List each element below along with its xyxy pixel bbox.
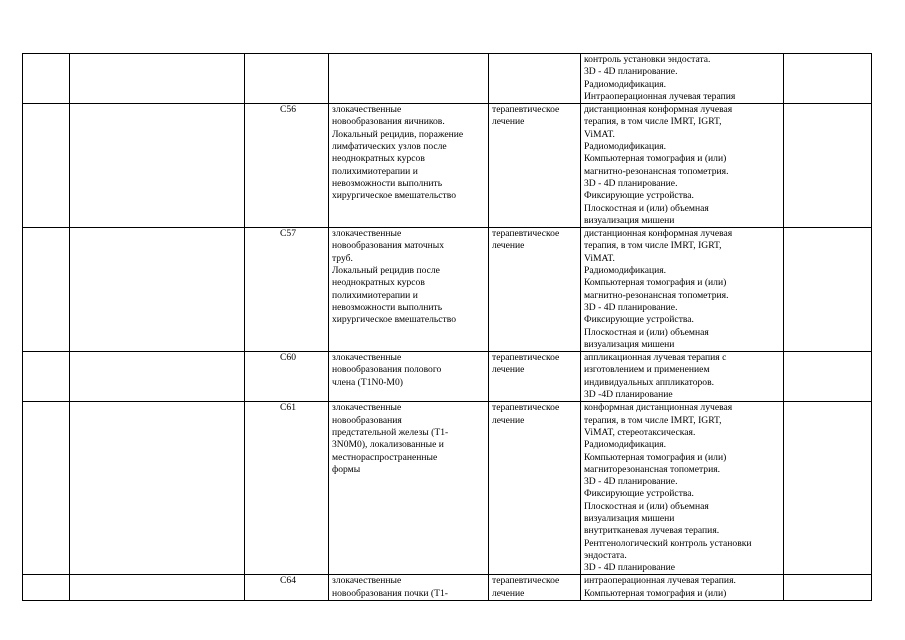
norm-cell: [784, 54, 872, 104]
norm-cell: [784, 352, 872, 402]
diagnosis-cell: злокачественные новообразования яичников. Локальный рецидив, поражение лимфатических узлов после неоднократных курсов полихимиотерапии и невозможности выполнить хирургическое вмешательство: [329, 104, 489, 228]
diagnosis-cell: злокачественные новообразования полового члена (T1N0-M0): [329, 352, 489, 402]
icd-code-cell: [245, 54, 329, 104]
table-row: [23, 104, 872, 228]
treatment-method-cell: дистанционная конформная лучевая терапия, в том числе IMRT, IGRT, ViMAT. Радиомодификация. Компьютерная томография и (или) магнитно-резонансная топометрия. 3D - 4D планирование. Фиксирующие устройства. Плоскостная и (или) объемная визуализация мишени: [581, 104, 784, 228]
treatment-type-cell: терапевтическое лечение: [489, 575, 581, 601]
profile-cell: [70, 402, 245, 575]
treatment-method-cell: дистанционная конформная лучевая терапия, в том числе IMRT, IGRT, ViMAT. Радиомодификация. Компьютерная томография и (или) магнитно-резонансная топометрия. 3D - 4D планирование. Фиксирующие устройства. Плоскостная и (или) объемная визуализация мишени: [581, 228, 784, 352]
row-number-cell: [23, 54, 70, 104]
profile-cell: [70, 575, 245, 601]
table-row: [23, 54, 872, 104]
icd-code-cell: C56: [245, 104, 329, 228]
table-row: [23, 575, 872, 601]
diagnosis-cell: злокачественные новообразования маточных труб. Локальный рецидив после неоднократных курсов полихимиотерапии и невозможности выполнить хирургическое вмешательство: [329, 228, 489, 352]
norm-cell: [784, 104, 872, 228]
row-number-cell: [23, 104, 70, 228]
norm-cell: [784, 228, 872, 352]
treatment-method-cell: конформная дистанционная лучевая терапия, в том числе IMRT, IGRT, ViMAT, стереотаксическая. Радиомодификация. Компьютерная томография и (или) магниторезонансная топометрия. 3D - 4D планирование. Фиксирующие устройства. Плоскостная и (или) объемная визуализация мишени внутритканевая лучевая терапия. Рентгенологический контроль установки эндостата. 3D - 4D планирование: [581, 402, 784, 575]
norm-cell: [784, 575, 872, 601]
icd-code-cell: C61: [245, 402, 329, 575]
profile-cell: [70, 104, 245, 228]
diagnosis-cell: злокачественные новообразования предстательной железы (T1- 3N0M0), локализованные и местнораспространенные формы: [329, 402, 489, 575]
icd-code-cell: C60: [245, 352, 329, 402]
treatment-method-cell: аппликационная лучевая терапия с изготовлением и применением индивидуальных аппликаторов. 3D -4D планирование: [581, 352, 784, 402]
profile-cell: [70, 228, 245, 352]
profile-cell: [70, 54, 245, 104]
diagnosis-cell: злокачественные новообразования почки (T1-: [329, 575, 489, 601]
treatment-method-cell: интраоперационная лучевая терапия. Компьютерная томография и (или): [581, 575, 784, 601]
row-number-cell: [23, 352, 70, 402]
treatment-type-cell: терапевтическое лечение: [489, 402, 581, 575]
treatment-type-cell: терапевтическое лечение: [489, 352, 581, 402]
icd-code-cell: C64: [245, 575, 329, 601]
table-row: [23, 402, 872, 575]
table-row: [23, 228, 872, 352]
treatment-type-cell: [489, 54, 581, 104]
row-number-cell: [23, 575, 70, 601]
treatment-method-cell: контроль установки эндостата. 3D - 4D планирование. Радиомодификация. Интраоперационная лучевая терапия: [581, 54, 784, 104]
treatment-type-cell: терапевтическое лечение: [489, 228, 581, 352]
icd-code-cell: C57: [245, 228, 329, 352]
diagnosis-cell: [329, 54, 489, 104]
profile-cell: [70, 352, 245, 402]
table-row: [23, 352, 872, 402]
row-number-cell: [23, 228, 70, 352]
norm-cell: [784, 402, 872, 575]
row-number-cell: [23, 402, 70, 575]
medical-care-table: [22, 53, 872, 601]
treatment-type-cell: терапевтическое лечение: [489, 104, 581, 228]
